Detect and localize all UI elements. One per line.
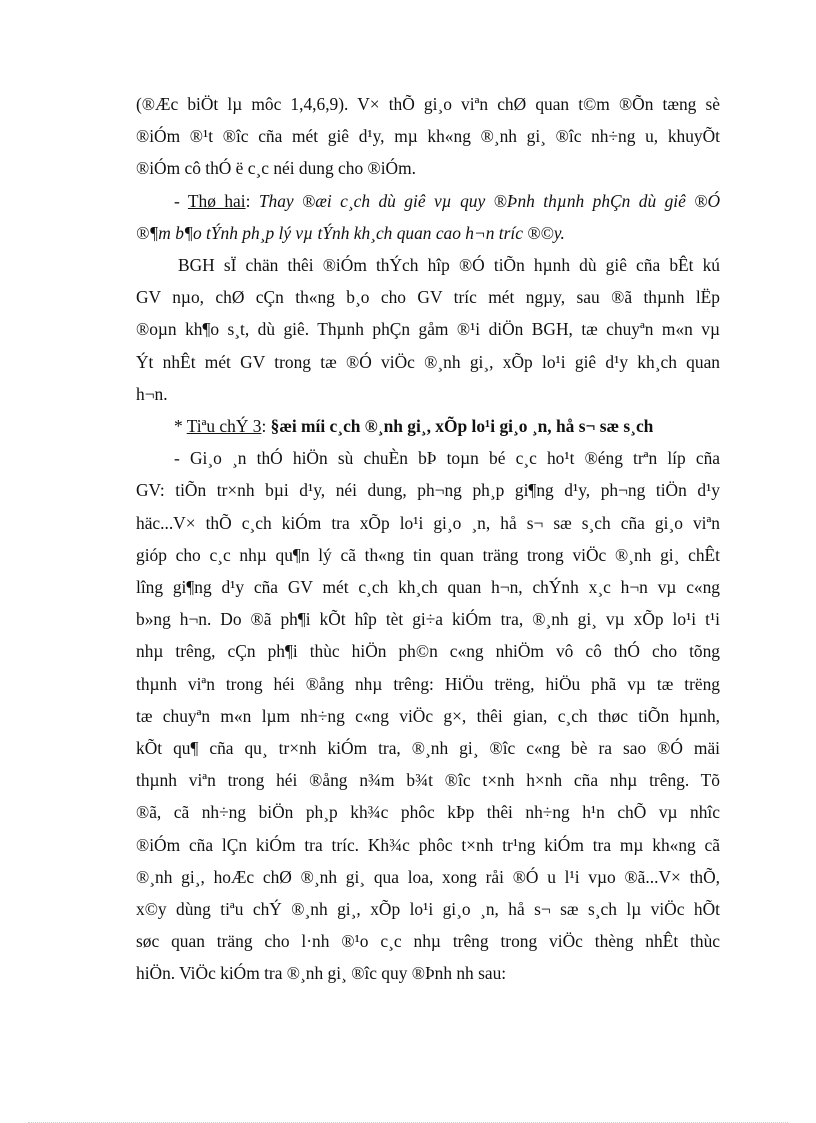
text-line: GV nµo, chØ cÇn th«ng b¸o cho GV tríc mét ngµy, sau ®ã thµnh lËp — [136, 287, 720, 308]
text-line: nhµ trêng, cÇn ph¶i thùc hiÖn ph©n c«ng nhiÖm vô cô thÓ cho tõng — [136, 641, 720, 662]
text-line: gióp cho c¸c nhµ qu¶n lý cã th«ng tin quan träng trong viÖc ®¸nh gi¸ chÊt — [136, 544, 720, 565]
paragraph-heading-line — [136, 185, 720, 217]
text-line: hiÖn. ViÖc kiÓm tra ®¸nh gi¸ ®îc quy ®Þnh nh sau: — [136, 963, 507, 984]
text-line: ®¸nh gi¸, hoÆc chØ ®¸nh gi¸ qua loa, xong råi ®Ó u l¹i vµo ®ã...V× thÕ, — [136, 866, 720, 887]
text-line: søc quan träng cho l·nh ®¹o c¸c nhµ trêng trong viÖc thèng nhÊt thùc — [136, 931, 720, 952]
text-line: ®iÓm cô thÓ ë c¸c néi dung cho ®iÓm. — [136, 158, 416, 179]
criterion-label: Tiªu chÝ 3 — [186, 416, 262, 437]
document-body — [136, 88, 720, 990]
text-line: GV: tiÕn tr×nh bµi d¹y, néi dung, ph¬ng ph¸p gi¶ng d¹y, ph¬ng tiÖn d¹y — [136, 480, 720, 501]
text-line: BGH sÏ chän thêi ®iÓm thÝch hîp ®Ó tiÕn hµnh dù giê cña bÊt kú — [178, 255, 720, 276]
text-line: ®ã, cã nh÷ng biÖn ph¸p kh¾c phôc kÞp thêi nh÷ng h¹n chÕ vµ nhîc — [136, 802, 720, 823]
text-line: ®iÓm cña lÇn kiÓm tra tríc. Kh¾c phôc t×nh tr¹ng kiÓm tra mµ kh«ng cã — [136, 834, 720, 855]
text-line: b»ng h¬n. Do ®ã ph¶i kÕt hîp tèt gi÷a kiÓm tra, ®¸nh gi¸ vµ xÕp lo¹i t¹i — [136, 609, 720, 630]
italic-text-line: ®¶m b¶o tÝnh ph¸p lý vµ tÝnh kh¸ch quan cao h¬n tríc ®©y. — [136, 222, 565, 243]
text-line: (®Æc biÖt lµ môc 1,4,6,9). V× thÕ gi¸o viªn chØ quan t©m ®Õn tæng sè — [136, 94, 720, 114]
italic-text: Thay ®æi c¸ch dù giê vµ quy ®Þnh thµnh phÇn dù giê ®Ó — [258, 190, 721, 211]
criterion-heading — [136, 410, 720, 442]
text-line: x©y dùng tiªu chÝ ®¸nh gi¸, xÕp lo¹i gi¸o ¸n, hå s¬ sæ s¸ch lµ viÖc hÕt — [136, 899, 720, 920]
label-colon: : — [245, 190, 259, 211]
text-line: thµnh viªn trong héi ®ång nhµ trêng: HiÖu trëng, hiÖu phã vµ tæ trëng — [136, 673, 720, 694]
dash-prefix: - — [174, 190, 188, 211]
text-line: h¬n. — [136, 383, 168, 404]
text-line: - Gi¸o ¸n thÓ hiÖn sù chuÈn bÞ toµn bé c¸c ho¹t ®éng trªn líp cña — [174, 448, 720, 469]
section-label: Thø hai — [187, 190, 246, 211]
star-prefix: * — [174, 416, 187, 437]
text-line: thµnh viªn trong héi ®ång n¾m b¾t ®îc t×nh h×nh cña nhµ trêng. Tõ — [136, 770, 720, 791]
text-line: ®iÓm ®¹t ®îc cña mét giê d¹y, mµ kh«ng ®¸nh gi¸ ®îc nh÷ng u, khuyÕt — [136, 126, 720, 147]
text-line: kÕt qu¶ cña qu¸ tr×nh kiÓm tra, ®¸nh gi¸ ®îc c«ng bè ra sao ®Ó mäi — [136, 738, 720, 759]
text-line: tæ chuyªn m«n lµm nh÷ng c«ng viÖc g×, thêi gian, c¸ch thøc tiÕn hµnh, — [136, 705, 720, 726]
text-line: ®oµn kh¶o s¸t, dù giê. Thµnh phÇn gåm ®¹i diÖn BGH, tæ chuyªn m«n vµ — [136, 319, 720, 340]
criterion-title: §æi míi c¸ch ®¸nh gi¸, xÕp lo¹i gi¸o ¸n, hå s¬ sæ s¸ch — [270, 416, 654, 437]
text-line: häc...V× thÕ c¸ch kiÓm tra xÕp lo¹i gi¸o ¸n, hå s¬ sæ s¸ch cña gi¸o viªn — [136, 512, 720, 533]
text-line: Ýt nhÊt mét GV trong tæ ®Ó viÖc ®¸nh gi¸, xÕp lo¹i giê d¹y kh¸ch quan — [136, 351, 720, 372]
label-colon: : — [261, 416, 271, 437]
text-line: lîng gi¶ng d¹y cña GV mét c¸ch kh¸ch quan h¬n, chÝnh x¸c h¬n vµ c«ng — [136, 577, 720, 598]
